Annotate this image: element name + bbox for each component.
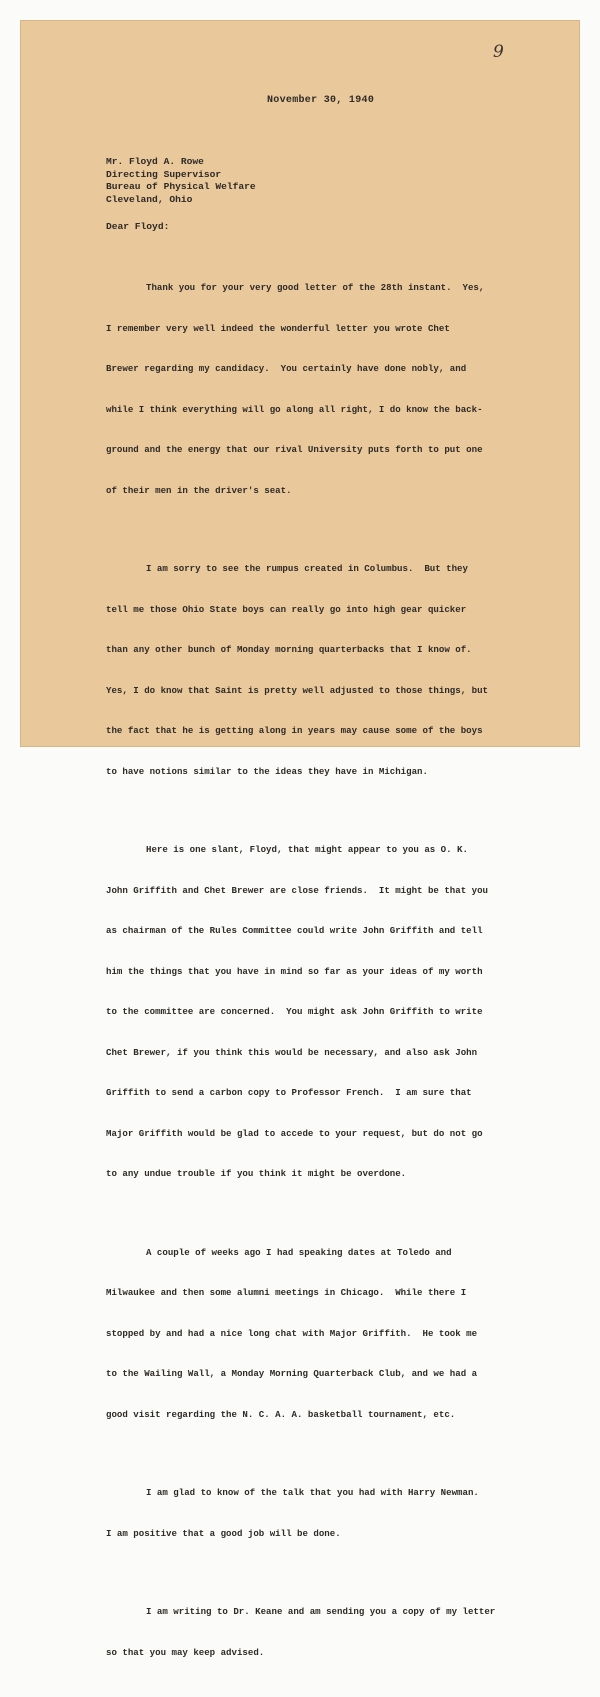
body-line: Griffith to send a carbon copy to Professor French. I am sure that	[106, 1087, 472, 1098]
salutation: Dear Floyd:	[106, 221, 170, 232]
address-line-org: Bureau of Physical Welfare	[106, 181, 256, 192]
body-line: A couple of weeks ago I had speaking dates at Toledo and	[146, 1246, 452, 1258]
body-line: John Griffith and Chet Brewer are close friends. It might be that you	[106, 884, 488, 896]
body-line: Brewer regarding my candidacy. You certainly have done nobly, and	[106, 363, 467, 374]
body-line: to the committee are concerned. You might ask John Griffith to write	[106, 1006, 483, 1017]
paragraph-3	[106, 816, 538, 1208]
letter-body	[106, 254, 538, 1697]
body-line: I am writing to Dr. Keane and am sending you a copy of my letter	[146, 1606, 496, 1617]
handwritten-page-number: 9	[493, 42, 504, 62]
body-line: stopped by and had a nice long chat with Major Griffith. He took me	[106, 1327, 478, 1339]
paragraph-1	[106, 254, 538, 524]
body-line: him the things that you have in mind so far as your ideas of my worth	[106, 965, 483, 977]
address-line-title: Directing Supervisor	[106, 168, 222, 180]
body-line: so that you may keep advised.	[106, 1646, 265, 1658]
body-line: tell me those Ohio State boys can really go into high gear quicker	[106, 603, 467, 615]
body-line: to have notions similar to the ideas they have in Michigan.	[106, 765, 428, 777]
body-line: to any undue trouble if you think it might be overdone.	[106, 1168, 407, 1179]
letter-page	[20, 20, 580, 1658]
body-line: ground and the energy that our rival University puts forth to put one	[106, 444, 483, 455]
address-line-name: Mr. Floyd A. Rowe	[106, 156, 204, 167]
body-line: than any other bunch of Monday morning quarterbacks that I know of.	[106, 644, 472, 655]
paragraph-4	[106, 1219, 538, 1449]
body-line: I am sorry to see the rumpus created in Columbus. But they	[146, 563, 468, 574]
body-line: I am glad to know of the talk that you had with Harry Newman.	[146, 1487, 479, 1498]
body-line: Milwaukee and then some alumni meetings in Chicago. While there I	[106, 1287, 467, 1298]
recipient-address	[106, 156, 256, 206]
body-line: Major Griffith would be glad to accede to your request, but do not go	[106, 1127, 483, 1139]
body-line: Chet Brewer, if you think this would be necessary, and also ask John	[106, 1046, 478, 1058]
body-line: Here is one slant, Floyd, that might appear to you as O. K.	[146, 844, 468, 855]
body-line: of their men in the driver's seat.	[106, 484, 292, 496]
body-line: while I think everything will go along all right, I do know the back-	[106, 403, 483, 415]
body-line: as chairman of the Rules Committee could write John Griffith and tell	[106, 925, 483, 936]
body-line: I am positive that a good job will be done.	[106, 1527, 341, 1539]
body-line: Thank you for your very good letter of the 28th instant. Yes,	[146, 282, 485, 293]
body-line: I remember very well indeed the wonderful letter you wrote Chet	[106, 322, 450, 334]
body-line: the fact that he is getting along in years may cause some of the boys	[106, 725, 483, 736]
body-line: good visit regarding the N. C. A. A. basketball tournament, etc.	[106, 1408, 456, 1420]
letter-date: November 30, 1940	[267, 95, 375, 106]
paragraph-2	[106, 535, 538, 805]
body-line: Yes, I do know that Saint is pretty well adjusted to those things, but	[106, 684, 488, 696]
address-line-city: Cleveland, Ohio	[106, 193, 193, 205]
paragraph-5	[106, 1459, 538, 1567]
body-line: to the Wailing Wall, a Monday Morning Quarterback Club, and we had a	[106, 1368, 478, 1379]
paragraph-6	[106, 1578, 538, 1686]
